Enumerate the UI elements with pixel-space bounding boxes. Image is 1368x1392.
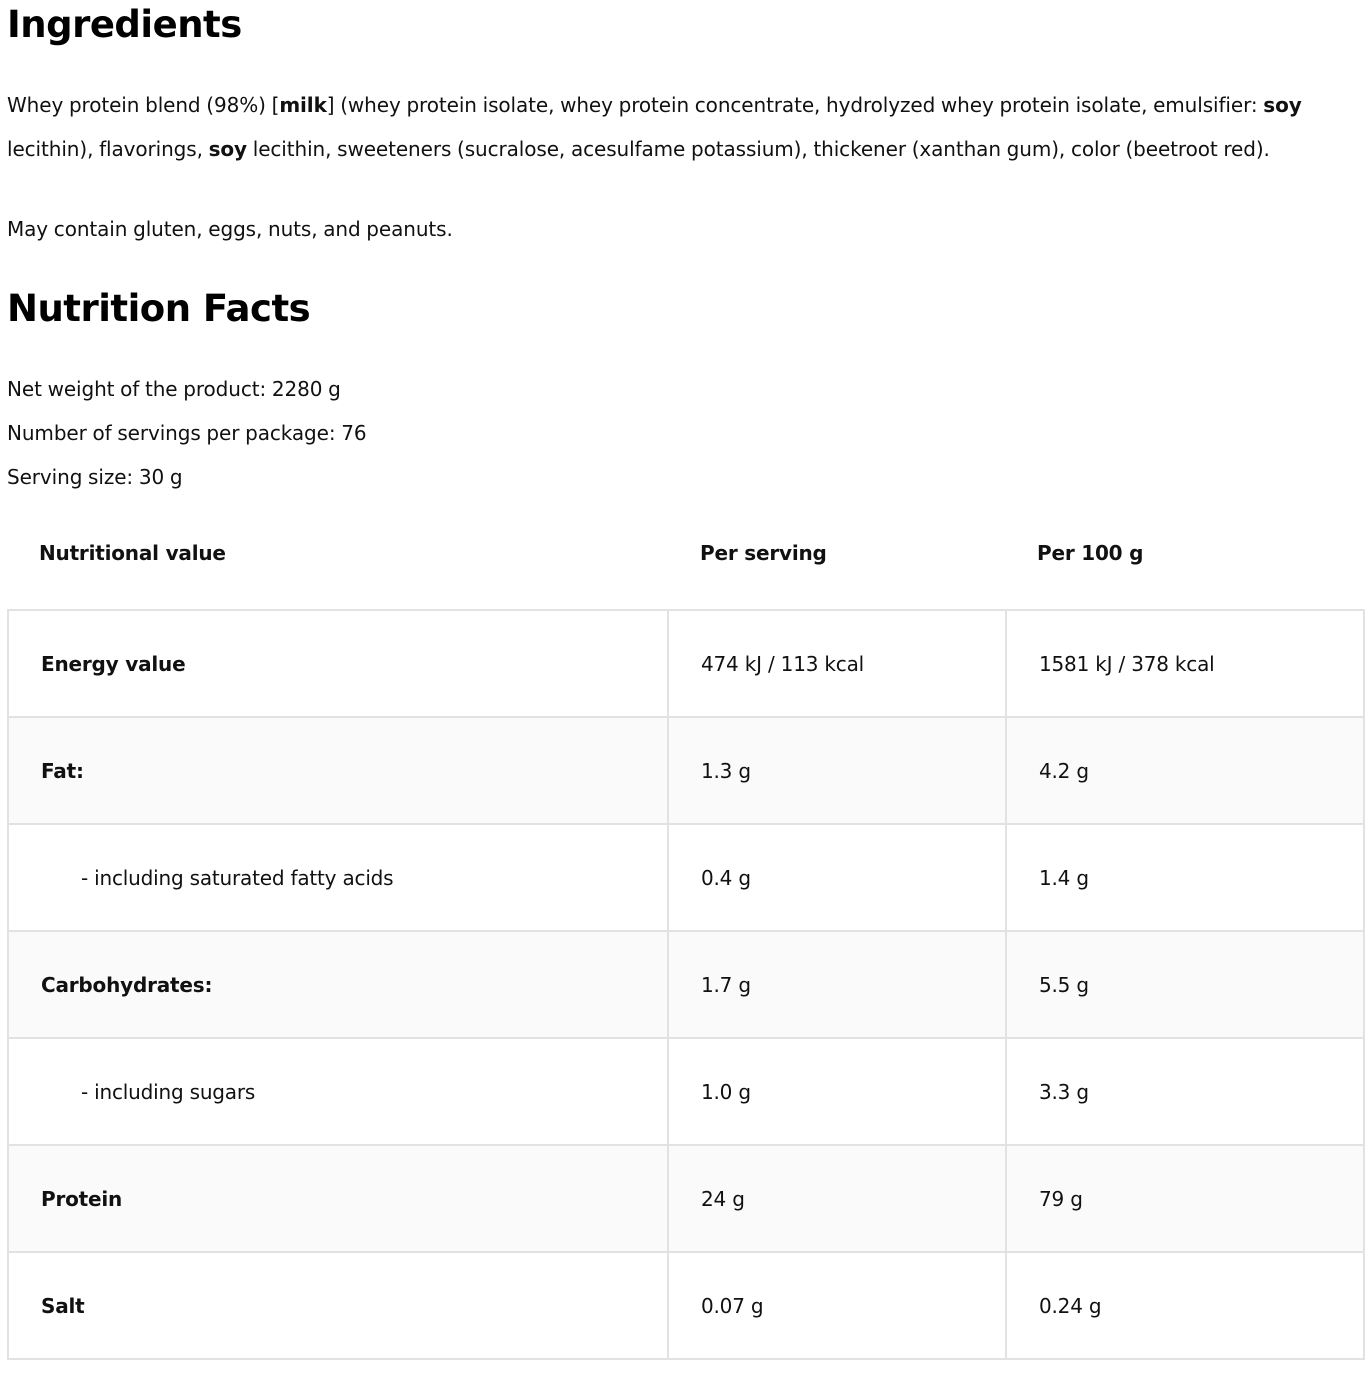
column-header-per-serving: Per serving (700, 541, 827, 565)
per-serving-value: 1.7 g (668, 931, 1006, 1038)
ingredients-text-part: Whey protein blend (98%) [ (7, 93, 280, 117)
nutrient-name: Energy value (8, 610, 668, 717)
per-serving-value: 0.4 g (668, 824, 1006, 931)
per-serving-value: 1.3 g (668, 717, 1006, 824)
per-serving-value: 474 kJ / 113 kcal (668, 610, 1006, 717)
per-100g-value: 3.3 g (1006, 1038, 1364, 1145)
allergen-soy: soy (208, 137, 247, 161)
ingredients-text-part: lecithin, sweeteners (sucralose, acesulfame potassium), thickener (xanthan gum), color (beetroot red). (246, 137, 1270, 161)
ingredients-heading: Ingredients (7, 3, 242, 46)
per-100g-value: 79 g (1006, 1145, 1364, 1252)
per-serving-value: 24 g (668, 1145, 1006, 1252)
per-serving-value: 1.0 g (668, 1038, 1006, 1145)
table-row (8, 824, 1364, 931)
serving-size-text: Serving size: 30 g (7, 465, 183, 489)
table-row (8, 1252, 1364, 1359)
ingredients-text-part: ] (whey protein isolate, whey protein concentrate, hydrolyzed whey protein isolate, emulsifier: (326, 93, 1264, 117)
nutrient-subname: - including sugars (8, 1038, 668, 1145)
per-100g-value: 5.5 g (1006, 931, 1364, 1038)
net-weight-text: Net weight of the product: 2280 g (7, 377, 341, 401)
nutrient-name: Protein (8, 1145, 668, 1252)
nutrient-name: Fat: (8, 717, 668, 824)
ingredients-text-part: lecithin), flavorings, (7, 137, 209, 161)
column-header-per-100g: Per 100 g (1037, 541, 1144, 565)
nutrition-facts-heading: Nutrition Facts (7, 287, 311, 330)
table-row (8, 1038, 1364, 1145)
table-row (8, 717, 1364, 824)
per-100g-value: 4.2 g (1006, 717, 1364, 824)
nutrition-table (7, 609, 1365, 1360)
allergens-warning: May contain gluten, eggs, nuts, and peanuts. (7, 217, 453, 241)
nutrient-name: Carbohydrates: (8, 931, 668, 1038)
column-header-nutritional-value: Nutritional value (39, 541, 226, 565)
ingredients-text (7, 83, 1367, 171)
per-100g-value: 1581 kJ / 378 kcal (1006, 610, 1364, 717)
table-row (8, 610, 1364, 717)
per-100g-value: 1.4 g (1006, 824, 1364, 931)
per-serving-value: 0.07 g (668, 1252, 1006, 1359)
allergen-soy: soy (1263, 93, 1302, 117)
allergen-milk: milk (279, 93, 327, 117)
table-row (8, 931, 1364, 1038)
table-row (8, 1145, 1364, 1252)
servings-per-package-text: Number of servings per package: 76 (7, 421, 367, 445)
nutrition-table-header (7, 526, 1362, 580)
nutrient-subname: - including saturated fatty acids (8, 824, 668, 931)
per-100g-value: 0.24 g (1006, 1252, 1364, 1359)
nutrient-name: Salt (8, 1252, 668, 1359)
